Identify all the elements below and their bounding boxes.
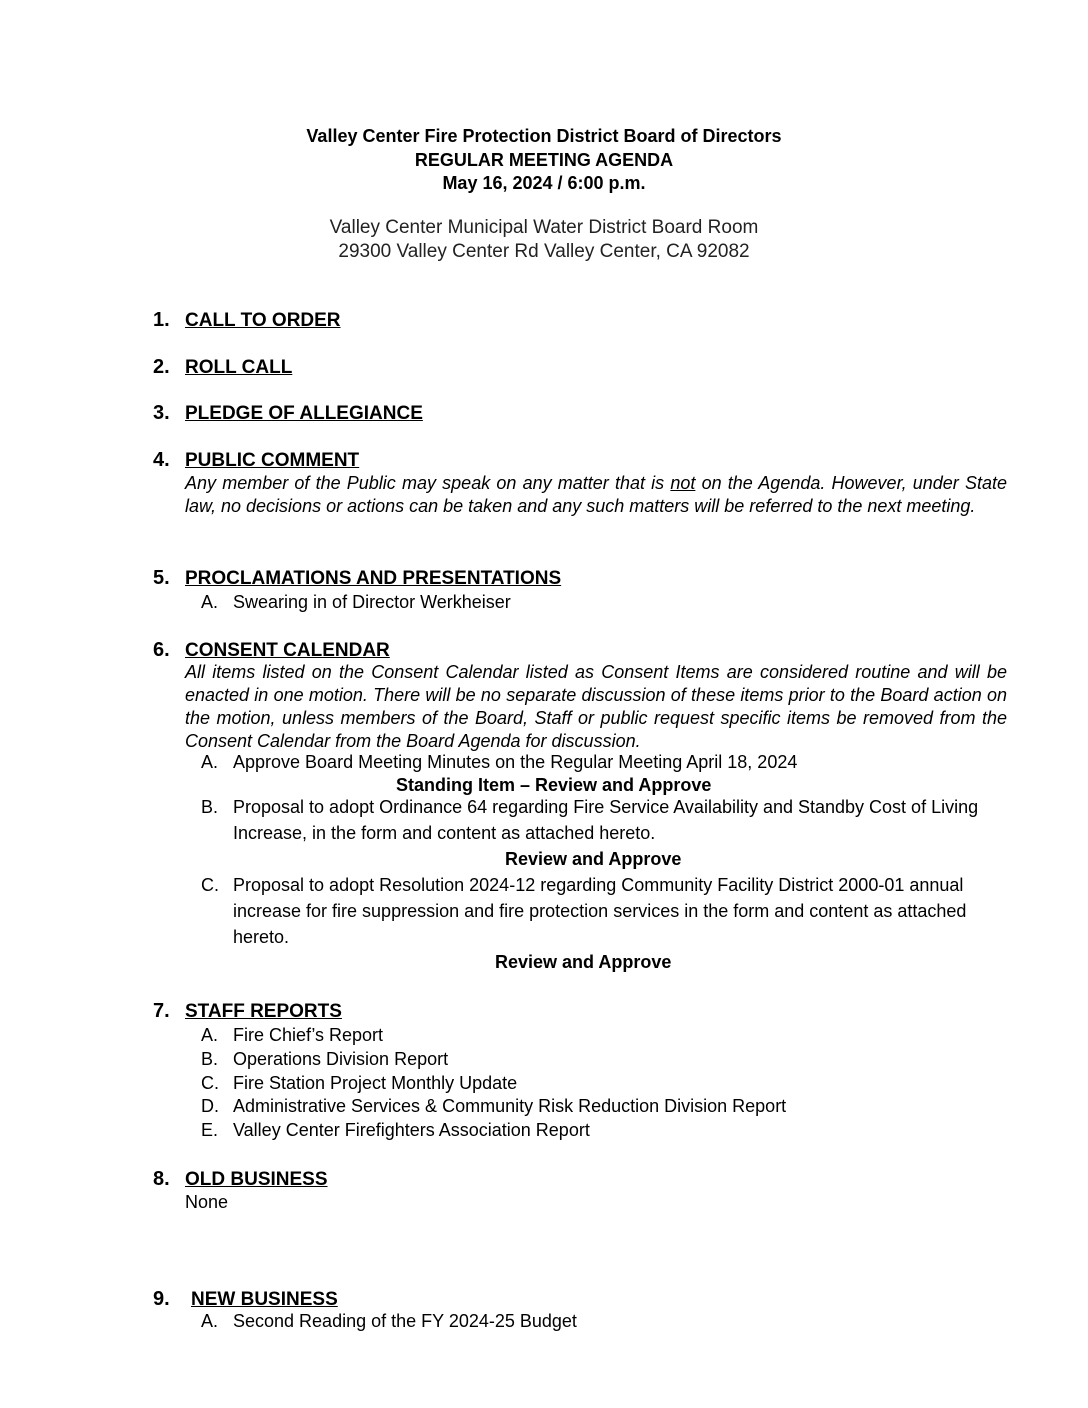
action-label: Standing Item – Review and Approve xyxy=(396,775,712,795)
item-number: 3. xyxy=(153,402,170,424)
meeting-date-time: May 16, 2024 / 6:00 p.m. xyxy=(442,173,646,193)
item-title-old-business: OLD BUSINESS xyxy=(185,1169,328,1190)
item-title-new-business: NEW BUSINESS xyxy=(191,1289,338,1310)
location-name: Valley Center Municipal Water District Board Room xyxy=(329,217,759,238)
agenda-page: Valley Center Fire Protection District Board of Directors REGULAR MEETING AGENDA May 16, 2024 / 6:00 p.m. Valley Center Municipal Water District Board Room 29300 Valley Center Rd Valley Center, CA 92082 1. CALL TO ORDER 2. ROLL CALL 3. PLEDGE OF ALLEGIANCE 4. PUBLIC COMMENT Any member of the Public may speak on any matter that is not on the Agenda. However, under State law, no decisions or actions can be taken and any such matters will be referred to the next meeting. 5. PROCLAMATIONS AND PRESENTATIONS A. Swearing in of Director Werkheiser 6. CONSENT CALENDAR All items listed on the Consent Calendar listed as Consent Items are considered routine and will be enacted in one motion. There will be no separate discussion of these items prior to the Board action on the motion, unless members of the Board, Staff or public request specific items be removed from the Consent Calendar from the Board Agenda for discussion. A. Approve Board Meeting Minutes on the Regular Meeting April 18, 2024 Standing Item – Review and Approve B. Proposal to adopt Ordinance 64 regarding Fire Service Availability and Standby Cost of Living Increase, in the form and content as attached hereto. Review and Approve C. Proposal to adopt Resolution 2024-12 regarding Community Facility District 2000-01 annual increase for fire suppression and fire protection services in the form and content as attached hereto. Review and Approve 7. STAFF REPORTS A. Fire Chief’s Report B. Operations Division Report C. Fire Station Project Monthly Update D. Administrative Services & Community Risk Reduction Division Report E. Valley Center Firefighters Association Report 8. OLD BUSINESS None 9. NEW BUSINESS A. Second Reading of the FY 2024-25 Budget xyxy=(0,0,1088,1408)
old-business-none: None xyxy=(185,1192,229,1212)
list-item-text: Proposal to adopt Resolution 2024-12 regarding Community Facility District 2000-01 annual increase for fire suppression and fire protection services in the form and content as attached hereto. xyxy=(233,875,967,947)
item-number: 4. xyxy=(153,449,170,471)
item-title-staff-reports: STAFF REPORTS xyxy=(185,1001,342,1022)
item-title-consent-calendar: CONSENT CALENDAR xyxy=(185,640,390,661)
item-title-proclamations: PROCLAMATIONS AND PRESENTATIONS xyxy=(185,568,562,589)
public-comment-description: Any member of the Public may speak on any matter that is not on the Agenda. However, under State law, no decisions or actions can be taken and any such matters will be referred to the next meeting. xyxy=(185,473,1007,516)
item-number: 1. xyxy=(153,309,170,331)
action-label: Review and Approve xyxy=(495,952,672,972)
item-number: 6. xyxy=(153,639,170,661)
item-number: 7. xyxy=(153,1000,170,1022)
list-item-letter: C. xyxy=(201,875,219,895)
list-item-letter: B. xyxy=(201,797,219,817)
action-label: Review and Approve xyxy=(505,849,682,869)
list-item-text: Proposal to adopt Ordinance 64 regarding Fire Service Availability and Standby Cost of Living Increase, in the form and content as attached hereto. xyxy=(233,797,979,843)
org-title: Valley Center Fire Protection District Board of Directors xyxy=(306,126,782,146)
meeting-type: REGULAR MEETING AGENDA xyxy=(414,150,674,170)
location-address: 29300 Valley Center Rd Valley Center, CA 92082 xyxy=(338,241,750,262)
item-number: 8. xyxy=(153,1168,170,1190)
item-number: 9. xyxy=(153,1288,170,1310)
item-title-public-comment: PUBLIC COMMENT xyxy=(185,450,360,471)
consent-calendar-description: All items listed on the Consent Calendar listed as Consent Items are considered routine and will be enacted in one motion. There will be no separate discussion of these items prior to the Board action on the motion, unless members of the Board, Staff or public request specific items be removed from the Consent Calendar from the Board Agenda for discussion. xyxy=(185,662,1007,751)
item-title-roll-call: ROLL CALL xyxy=(185,357,293,378)
item-number: 5. xyxy=(153,567,170,589)
item-number: 2. xyxy=(153,356,170,378)
item-title-call-to-order: CALL TO ORDER xyxy=(185,310,341,331)
item-title-pledge: PLEDGE OF ALLEGIANCE xyxy=(185,403,423,424)
